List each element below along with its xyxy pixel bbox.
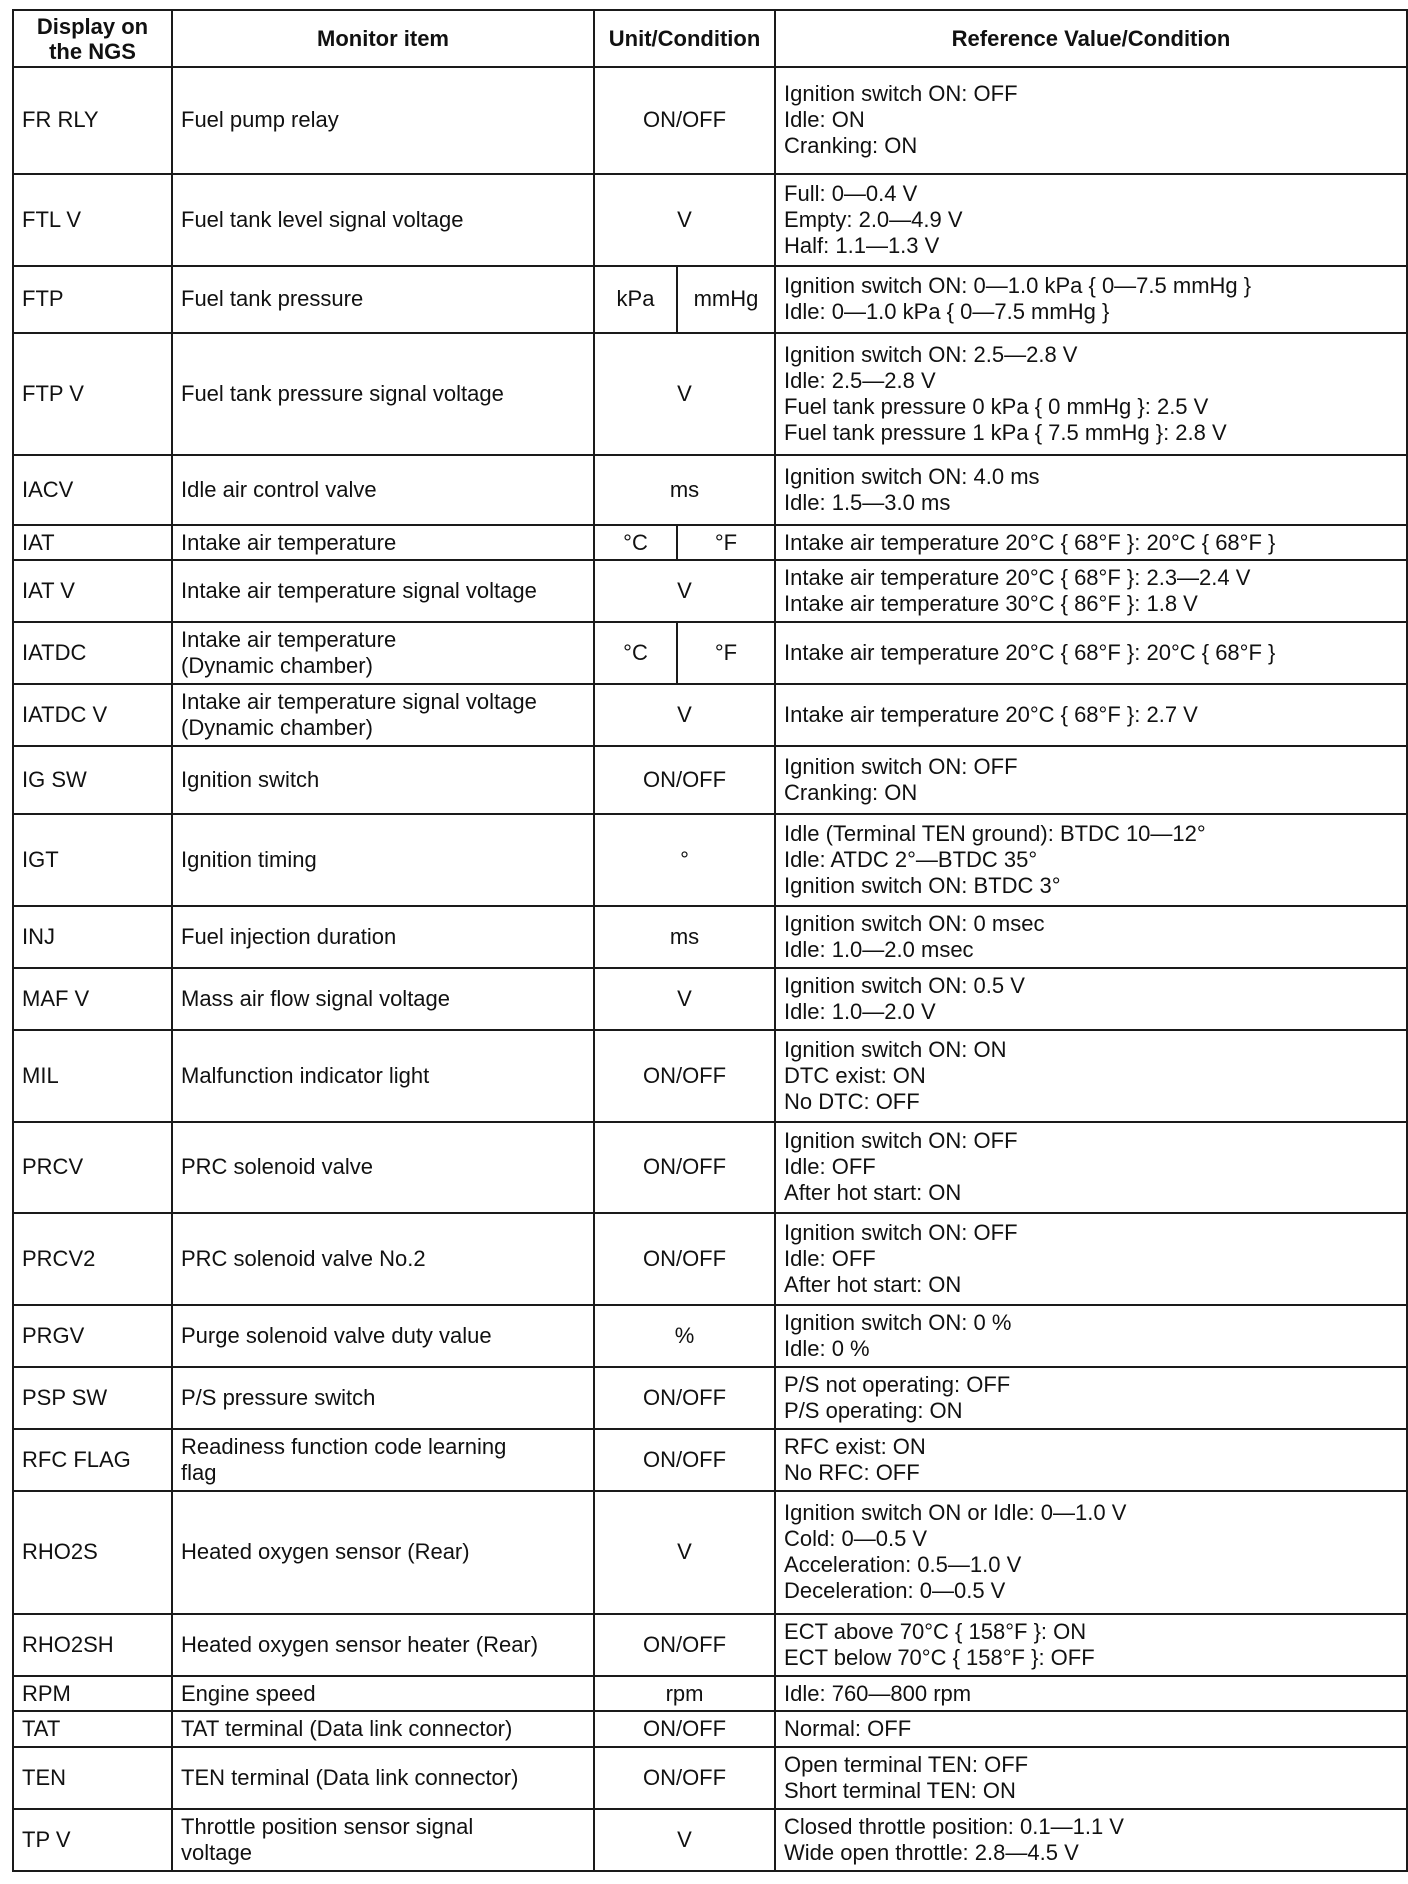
- reference-value-cell: [775, 622, 1407, 684]
- monitor-item-cell: [172, 266, 594, 334]
- unit-cell: ON/OFF: [594, 67, 775, 174]
- monitor-item-cell: [172, 1747, 594, 1809]
- reference-value-line: ECT above 70°C { 158°F }: ON: [784, 1618, 1087, 1644]
- reference-value-cell: [775, 1122, 1407, 1214]
- monitor-item-line: voltage: [181, 1839, 252, 1865]
- reference-value-line: Intake air temperature 30°C { 86°F }: 1.8 V: [784, 591, 1198, 617]
- display-code-cell: MAF V: [13, 968, 172, 1030]
- unit-cell: ON/OFF: [594, 1122, 775, 1214]
- monitor-item-cell: [172, 1676, 594, 1712]
- reference-value-line: Ignition switch ON: 0 %: [784, 1310, 1012, 1336]
- monitor-item-cell: [172, 968, 594, 1030]
- monitor-item-cell: [172, 67, 594, 174]
- table-row: [13, 455, 1407, 525]
- unit-cell: ON/OFF: [594, 1367, 775, 1429]
- reference-value-line: Ignition switch ON: BTDC 3°: [784, 872, 1061, 898]
- table-header: [13, 10, 1407, 67]
- reference-value-cell: [775, 67, 1407, 174]
- reference-value-line: Idle: 1.0—2.0 V: [784, 998, 936, 1024]
- reference-value-cell: [775, 333, 1407, 455]
- monitor-item-line: Intake air temperature signal voltage: [181, 689, 537, 715]
- display-code-cell: TAT: [13, 1711, 172, 1747]
- reference-value-cell: [775, 746, 1407, 814]
- monitor-item-line: (Dynamic chamber): [181, 715, 373, 741]
- display-code-cell: FTP V: [13, 333, 172, 455]
- table-row: [13, 684, 1407, 746]
- reference-value-line: Intake air temperature 20°C { 68°F }: 2.3—2.4 V: [784, 565, 1251, 591]
- reference-value-line: Ignition switch ON: OFF: [784, 754, 1018, 780]
- monitor-item-cell: [172, 1614, 594, 1676]
- reference-value-cell: [775, 1747, 1407, 1809]
- table-row: [13, 1711, 1407, 1747]
- monitor-item-cell: [172, 1491, 594, 1614]
- unit-cell: V: [594, 333, 775, 455]
- unit-cell: °: [594, 814, 775, 906]
- monitor-item-cell: [172, 1213, 594, 1305]
- monitor-item-line: Intake air temperature: [181, 627, 397, 653]
- monitor-item-line: Fuel pump relay: [181, 107, 339, 133]
- unit-cell: °F: [677, 525, 775, 561]
- unit-cell: °C: [594, 622, 677, 684]
- table-row: [13, 1429, 1407, 1491]
- reference-value-cell: [775, 684, 1407, 746]
- reference-value-line: Idle: 0 %: [784, 1336, 870, 1362]
- reference-value-line: DTC exist: ON: [784, 1062, 926, 1088]
- table-row: [13, 1122, 1407, 1214]
- monitor-item-cell: [172, 622, 594, 684]
- reference-value-line: Idle: 1.5—3.0 ms: [784, 489, 951, 515]
- table-row: [13, 333, 1407, 455]
- monitor-item-cell: [172, 455, 594, 525]
- reference-value-line: Fuel tank pressure 0 kPa { 0 mmHg }: 2.5 V: [784, 394, 1209, 420]
- table-row: [13, 560, 1407, 622]
- reference-value-line: After hot start: ON: [784, 1272, 962, 1298]
- reference-value-line: Ignition switch ON or Idle: 0—1.0 V: [784, 1500, 1127, 1526]
- reference-value-line: Fuel tank pressure 1 kPa { 7.5 mmHg }: 2.8 V: [784, 420, 1227, 446]
- reference-value-line: P/S not operating: OFF: [784, 1372, 1011, 1398]
- unit-cell: V: [594, 684, 775, 746]
- monitor-item-cell: [172, 1711, 594, 1747]
- monitor-item-line: Fuel tank pressure signal voltage: [181, 381, 504, 407]
- reference-value-line: RFC exist: ON: [784, 1434, 926, 1460]
- monitor-item-cell: [172, 684, 594, 746]
- monitor-item-line: Fuel injection duration: [181, 923, 397, 949]
- reference-value-line: Deceleration: 0—0.5 V: [784, 1578, 1006, 1604]
- monitor-item-line: Intake air temperature signal voltage: [181, 578, 537, 604]
- display-code-cell: IATDC: [13, 622, 172, 684]
- monitor-item-cell: [172, 1367, 594, 1429]
- reference-value-line: Wide open throttle: 2.8—4.5 V: [784, 1839, 1079, 1865]
- monitor-item-line: Purge solenoid valve duty value: [181, 1323, 492, 1349]
- reference-value-cell: [775, 1429, 1407, 1491]
- reference-value-line: Ignition switch ON: 0—1.0 kPa { 0—7.5 mmHg }: [784, 273, 1252, 299]
- header-display: Display on the NGS: [13, 10, 172, 67]
- display-code-cell: MIL: [13, 1030, 172, 1122]
- monitor-item-line: Malfunction indicator light: [181, 1062, 430, 1088]
- display-code-cell: TEN: [13, 1747, 172, 1809]
- unit-cell: ON/OFF: [594, 1711, 775, 1747]
- unit-cell: ON/OFF: [594, 1747, 775, 1809]
- display-code-cell: IACV: [13, 455, 172, 525]
- table-row: [13, 525, 1407, 561]
- unit-cell: V: [594, 174, 775, 266]
- reference-value-cell: [775, 560, 1407, 622]
- table-row: [13, 1213, 1407, 1305]
- reference-value-line: Ignition switch ON: 0 msec: [784, 910, 1045, 936]
- monitor-table: [12, 9, 1408, 1872]
- display-code-cell: PRCV: [13, 1122, 172, 1214]
- reference-value-line: Idle: ATDC 2°—BTDC 35°: [784, 846, 1038, 872]
- monitor-item-cell: [172, 1809, 594, 1871]
- display-code-cell: PRGV: [13, 1305, 172, 1367]
- table-row: [13, 67, 1407, 174]
- reference-value-line: Cranking: ON: [784, 780, 918, 806]
- monitor-item-line: TEN terminal (Data link connector): [181, 1764, 519, 1790]
- monitor-item-cell: [172, 814, 594, 906]
- reference-value-cell: [775, 968, 1407, 1030]
- display-code-cell: TP V: [13, 1809, 172, 1871]
- table-row: [13, 174, 1407, 266]
- unit-cell: V: [594, 560, 775, 622]
- reference-value-cell: [775, 1030, 1407, 1122]
- table-row: [13, 1030, 1407, 1122]
- reference-value-line: Cold: 0—0.5 V: [784, 1526, 928, 1552]
- monitor-item-line: Throttle position sensor signal: [181, 1813, 474, 1839]
- monitor-item-cell: [172, 174, 594, 266]
- table-row: [13, 1809, 1407, 1871]
- reference-value-line: P/S operating: ON: [784, 1398, 963, 1424]
- display-code-cell: IG SW: [13, 746, 172, 814]
- unit-cell: ON/OFF: [594, 1213, 775, 1305]
- reference-value-line: Ignition switch ON: OFF: [784, 1220, 1018, 1246]
- monitor-item-cell: [172, 906, 594, 968]
- header-unit-condition: Unit/Condition: [594, 10, 775, 67]
- reference-value-line: Ignition switch ON: 4.0 ms: [784, 463, 1040, 489]
- display-code-cell: PRCV2: [13, 1213, 172, 1305]
- reference-value-cell: [775, 1213, 1407, 1305]
- unit-cell: °C: [594, 525, 677, 561]
- display-code-cell: RHO2SH: [13, 1614, 172, 1676]
- reference-value-cell: [775, 1491, 1407, 1614]
- reference-value-cell: [775, 455, 1407, 525]
- display-code-cell: FR RLY: [13, 67, 172, 174]
- reference-value-line: Closed throttle position: 0.1—1.1 V: [784, 1813, 1124, 1839]
- monitor-item-line: Heated oxygen sensor heater (Rear): [181, 1631, 539, 1657]
- display-code-cell: RPM: [13, 1676, 172, 1712]
- reference-value-cell: [775, 906, 1407, 968]
- unit-cell: ON/OFF: [594, 1429, 775, 1491]
- table-row: [13, 906, 1407, 968]
- reference-value-line: Idle: 0—1.0 kPa { 0—7.5 mmHg }: [784, 299, 1110, 325]
- table-row: [13, 1305, 1407, 1367]
- reference-value-cell: [775, 814, 1407, 906]
- monitor-item-line: Fuel tank level signal voltage: [181, 206, 464, 232]
- reference-value-line: No DTC: OFF: [784, 1088, 920, 1114]
- header-row: [13, 10, 1407, 67]
- unit-cell: °F: [677, 622, 775, 684]
- monitor-item-line: TAT terminal (Data link connector): [181, 1716, 513, 1742]
- monitor-item-line: PRC solenoid valve: [181, 1154, 373, 1180]
- unit-cell: ON/OFF: [594, 746, 775, 814]
- table-row: [13, 814, 1407, 906]
- reference-value-line: Ignition switch ON: OFF: [784, 1128, 1018, 1154]
- display-code-cell: IAT: [13, 525, 172, 561]
- monitor-item-line: Intake air temperature: [181, 529, 397, 555]
- reference-value-line: Idle: 1.0—2.0 msec: [784, 936, 974, 962]
- reference-value-line: No RFC: OFF: [784, 1460, 920, 1486]
- reference-value-line: Intake air temperature 20°C { 68°F }: 2.7 V: [784, 702, 1198, 728]
- display-code-cell: IATDC V: [13, 684, 172, 746]
- table-row: [13, 1614, 1407, 1676]
- reference-value-line: Idle: 760—800 rpm: [784, 1680, 972, 1706]
- unit-cell: mmHg: [677, 266, 775, 334]
- table-row: [13, 968, 1407, 1030]
- display-code-cell: IAT V: [13, 560, 172, 622]
- reference-value-cell: [775, 1614, 1407, 1676]
- reference-value-cell: [775, 525, 1407, 561]
- unit-cell: ms: [594, 455, 775, 525]
- display-code-cell: FTL V: [13, 174, 172, 266]
- table-row: [13, 1491, 1407, 1614]
- reference-value-cell: [775, 266, 1407, 334]
- unit-cell: rpm: [594, 1676, 775, 1712]
- reference-value-line: Idle: 2.5—2.8 V: [784, 368, 936, 394]
- monitor-item-cell: [172, 1122, 594, 1214]
- display-code-cell: RHO2S: [13, 1491, 172, 1614]
- table-row: [13, 266, 1407, 334]
- monitor-item-line: Ignition timing: [181, 846, 317, 872]
- reference-value-line: Intake air temperature 20°C { 68°F }: 20°C { 68°F }: [784, 529, 1276, 555]
- table-body: [13, 67, 1407, 1871]
- monitor-item-cell: [172, 333, 594, 455]
- monitor-item-line: PRC solenoid valve No.2: [181, 1246, 426, 1272]
- reference-value-line: Idle (Terminal TEN ground): BTDC 10—12°: [784, 820, 1206, 846]
- monitor-item-line: Fuel tank pressure: [181, 286, 364, 312]
- unit-cell: kPa: [594, 266, 677, 334]
- monitor-item-cell: [172, 1429, 594, 1491]
- reference-value-line: Half: 1.1—1.3 V: [784, 232, 940, 258]
- monitor-item-line: Idle air control valve: [181, 476, 377, 502]
- display-code-cell: INJ: [13, 906, 172, 968]
- monitor-item-cell: [172, 525, 594, 561]
- unit-cell: V: [594, 968, 775, 1030]
- reference-value-line: Idle: OFF: [784, 1154, 876, 1180]
- unit-cell: V: [594, 1809, 775, 1871]
- monitor-item-cell: [172, 746, 594, 814]
- reference-value-line: Ignition switch ON: ON: [784, 1036, 1007, 1062]
- reference-value-line: Empty: 2.0—4.9 V: [784, 206, 963, 232]
- reference-value-line: Cranking: ON: [784, 133, 918, 159]
- table-row: [13, 1367, 1407, 1429]
- monitor-item-line: (Dynamic chamber): [181, 653, 373, 679]
- monitor-item-line: Engine speed: [181, 1680, 316, 1706]
- display-code-cell: PSP SW: [13, 1367, 172, 1429]
- reference-value-line: Normal: OFF: [784, 1716, 912, 1742]
- header-reference-value: Reference Value/Condition: [775, 10, 1407, 67]
- display-code-cell: RFC FLAG: [13, 1429, 172, 1491]
- monitor-item-cell: [172, 1030, 594, 1122]
- reference-value-line: After hot start: ON: [784, 1180, 962, 1206]
- monitor-item-line: Mass air flow signal voltage: [181, 985, 451, 1011]
- reference-value-line: Full: 0—0.4 V: [784, 180, 918, 206]
- monitor-item-line: Heated oxygen sensor (Rear): [181, 1539, 470, 1565]
- unit-cell: V: [594, 1491, 775, 1614]
- reference-value-cell: [775, 1809, 1407, 1871]
- reference-value-line: Open terminal TEN: OFF: [784, 1751, 1029, 1777]
- display-code-cell: FTP: [13, 266, 172, 334]
- reference-value-line: Ignition switch ON: 2.5—2.8 V: [784, 342, 1078, 368]
- monitor-item-line: Ignition switch: [181, 767, 320, 793]
- reference-value-line: Ignition switch ON: OFF: [784, 81, 1018, 107]
- reference-value-cell: [775, 1676, 1407, 1712]
- monitor-item-cell: [172, 560, 594, 622]
- monitor-item-line: P/S pressure switch: [181, 1385, 376, 1411]
- reference-value-line: Ignition switch ON: 0.5 V: [784, 972, 1025, 998]
- reference-value-line: Acceleration: 0.5—1.0 V: [784, 1552, 1022, 1578]
- reference-value-line: ECT below 70°C { 158°F }: OFF: [784, 1644, 1095, 1670]
- monitor-item-cell: [172, 1305, 594, 1367]
- unit-cell: %: [594, 1305, 775, 1367]
- reference-value-cell: [775, 174, 1407, 266]
- table-row: [13, 622, 1407, 684]
- table-row: [13, 1747, 1407, 1809]
- reference-value-line: Short terminal TEN: ON: [784, 1777, 1016, 1803]
- reference-value-line: Idle: OFF: [784, 1246, 876, 1272]
- display-code-cell: IGT: [13, 814, 172, 906]
- table-row: [13, 1676, 1407, 1712]
- reference-value-cell: [775, 1305, 1407, 1367]
- header-monitor-item: Monitor item: [172, 10, 594, 67]
- unit-cell: ON/OFF: [594, 1614, 775, 1676]
- reference-value-line: Idle: ON: [784, 107, 865, 133]
- monitor-item-line: Readiness function code learning: [181, 1434, 507, 1460]
- table-row: [13, 746, 1407, 814]
- unit-cell: ms: [594, 906, 775, 968]
- monitor-item-line: flag: [181, 1460, 217, 1486]
- reference-value-cell: [775, 1711, 1407, 1747]
- reference-value-cell: [775, 1367, 1407, 1429]
- unit-cell: ON/OFF: [594, 1030, 775, 1122]
- reference-value-line: Intake air temperature 20°C { 68°F }: 20°C { 68°F }: [784, 640, 1276, 666]
